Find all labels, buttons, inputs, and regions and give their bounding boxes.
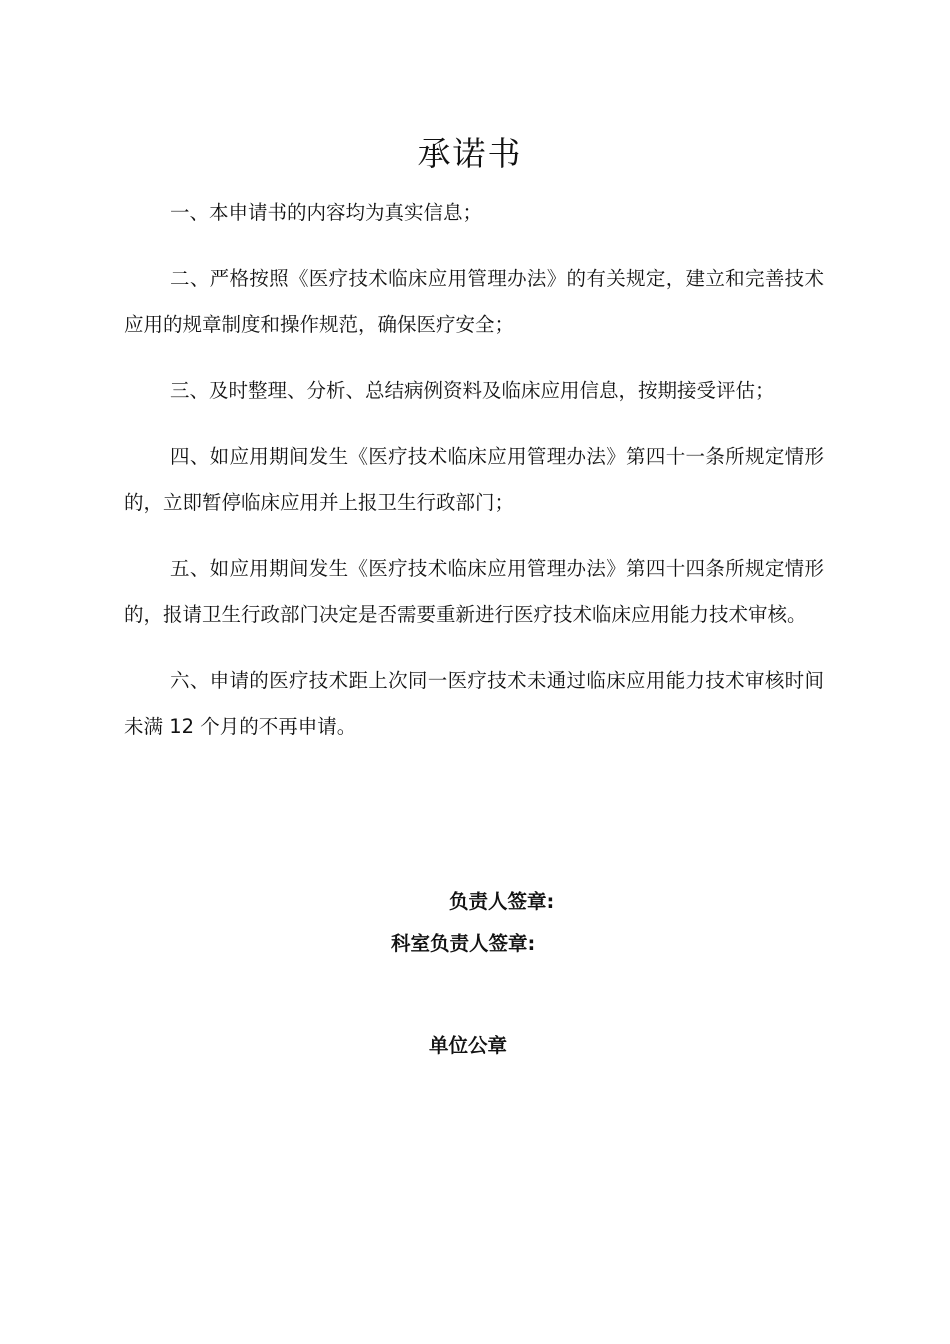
- commitment-item-4: 四、如应用期间发生《医疗技术临床应用管理办法》第四十一条所规定情形的，立即暂停临床应用并上报卫生行政部门；: [124, 445, 824, 514]
- commitment-body: [124, 190, 824, 770]
- unit-seal-label: 单位公章: [429, 1034, 508, 1057]
- commitment-item-1: 一、本申请书的内容均为真实信息；: [170, 201, 483, 224]
- person-in-charge-signature-label: 负责人签章:: [449, 890, 555, 913]
- commitment-item-6: 六、申请的医疗技术距上次同一医疗技术未通过临床应用能力技术审核时间未满 12 个月的不再申请。: [124, 669, 824, 738]
- department-head-signature-label: 科室负责人签章:: [391, 932, 536, 955]
- commitment-item-3: 三、及时整理、分析、总结病例资料及临床应用信息，按期接受评估；: [170, 379, 775, 402]
- document-title: 承诺书: [417, 134, 523, 173]
- commitment-item-5: 五、如应用期间发生《医疗技术临床应用管理办法》第四十四条所规定情形的，报请卫生行政部门决定是否需要重新进行医疗技术临床应用能力技术审核。: [124, 557, 824, 626]
- commitment-item-2: 二、严格按照《医疗技术临床应用管理办法》的有关规定，建立和完善技术应用的规章制度和操作规范，确保医疗安全；: [124, 267, 824, 336]
